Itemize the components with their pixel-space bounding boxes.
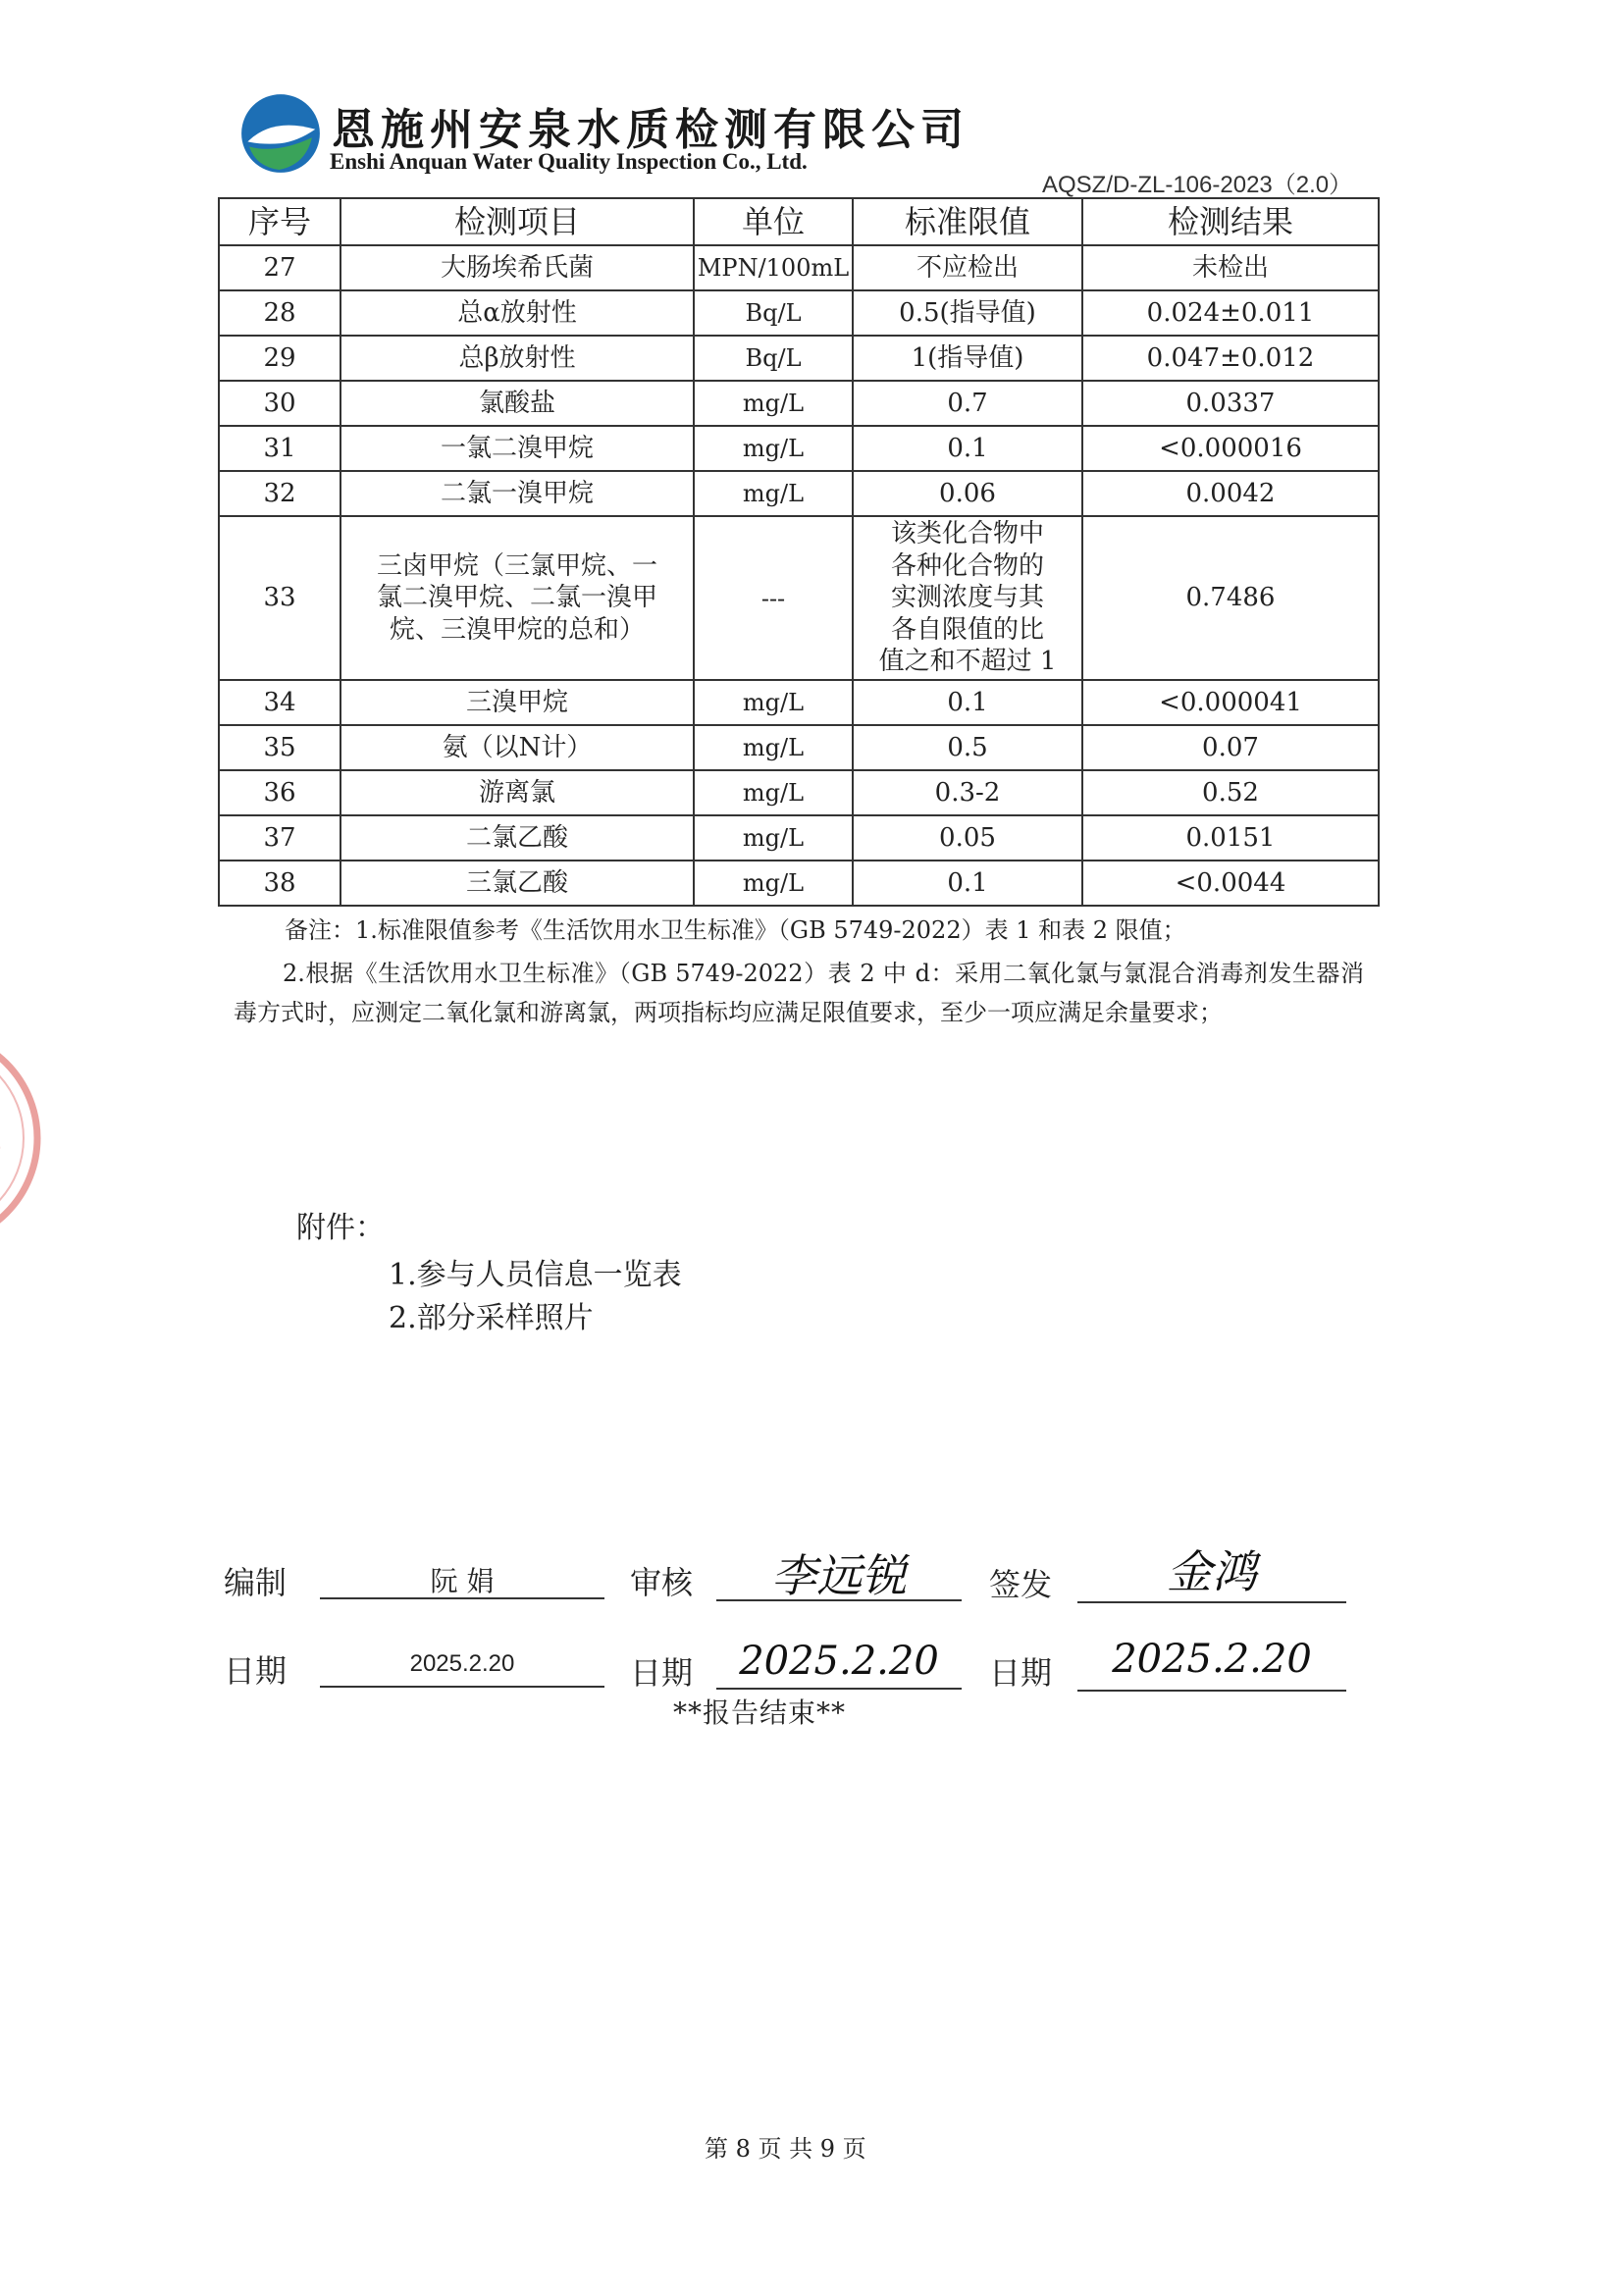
compile-name: 阮 娟 bbox=[430, 1565, 495, 1597]
cell-unit: Bq/L bbox=[694, 336, 853, 381]
table-row bbox=[219, 815, 1379, 861]
cell-limit: 0.06 bbox=[853, 471, 1082, 516]
cell-limit: 0.3-2 bbox=[853, 770, 1082, 815]
cell-item: 二氯乙酸 bbox=[340, 815, 694, 861]
cell-unit: Bq/L bbox=[694, 290, 853, 336]
page-number: 第 8 页 共 9 页 bbox=[705, 2135, 866, 2163]
issue-signature: 金鸿 bbox=[1167, 1545, 1257, 1598]
company-logo-icon bbox=[239, 92, 322, 175]
table-row bbox=[219, 426, 1379, 471]
review-date-line bbox=[716, 1688, 962, 1690]
cell-result: 0.0337 bbox=[1082, 381, 1379, 426]
cell-unit: mg/L bbox=[694, 426, 853, 471]
attachment-item: 1.参与人员信息一览表 bbox=[389, 1258, 682, 1292]
issue-date: 2025.2.20 bbox=[1112, 1637, 1312, 1682]
note-2: 2.根据《生活饮用水卫生标准》（GB 5749-2022）表 2 中 d：采用二氧化氯与氯混合消毒剂发生器消毒方式时，应测定二氧化氯和游离氯，两项指标均应满足限值要求，至少一项应满足余量要求； bbox=[234, 960, 1364, 1026]
cell-limit: 0.1 bbox=[853, 680, 1082, 725]
cell-item: 氯酸盐 bbox=[340, 381, 694, 426]
cell-item: 总α放射性 bbox=[340, 290, 694, 336]
note-1: 备注：1.标准限值参考《生活饮用水卫生标准》（GB 5749-2022）表 1 和表 2 限值； bbox=[285, 916, 1186, 944]
cell-result: 0.024±0.011 bbox=[1082, 290, 1379, 336]
cell-limit: 不应检出 bbox=[853, 245, 1082, 290]
table-row bbox=[219, 290, 1379, 336]
cell-item: 大肠埃希氏菌 bbox=[340, 245, 694, 290]
cell-no: 32 bbox=[219, 471, 340, 516]
header-limit: 标准限值 bbox=[853, 198, 1082, 245]
issue-date-line bbox=[1077, 1690, 1346, 1692]
cell-no: 28 bbox=[219, 290, 340, 336]
review-signature: 李远锐 bbox=[771, 1549, 907, 1602]
cell-limit: 该类化合物中 各种化合物的 实测浓度与其 各自限值的比 值之和不超过 1 bbox=[853, 516, 1082, 680]
company-name-cn: 恩施州安泉水质检测有限公司 bbox=[332, 105, 969, 155]
cell-item: 总β放射性 bbox=[340, 336, 694, 381]
cell-item: 三溴甲烷 bbox=[340, 680, 694, 725]
seal-stamp-icon bbox=[0, 991, 49, 1285]
cell-item: 三氯乙酸 bbox=[340, 861, 694, 906]
cell-no: 34 bbox=[219, 680, 340, 725]
cell-result: 0.0151 bbox=[1082, 815, 1379, 861]
table-row bbox=[219, 471, 1379, 516]
company-name-en: Enshi Anquan Water Quality Inspection Co., Ltd. bbox=[330, 149, 808, 174]
cell-no: 35 bbox=[219, 725, 340, 770]
cell-result: <0.000016 bbox=[1082, 426, 1379, 471]
cell-item: 氨（以N计） bbox=[340, 725, 694, 770]
cell-unit: mg/L bbox=[694, 471, 853, 516]
header-no: 序号 bbox=[219, 198, 340, 245]
cell-result: <0.0044 bbox=[1082, 861, 1379, 906]
cell-unit: --- bbox=[694, 516, 853, 680]
cell-unit: mg/L bbox=[694, 725, 853, 770]
cell-item: 游离氯 bbox=[340, 770, 694, 815]
cell-unit: MPN/100mL bbox=[694, 245, 853, 290]
cell-unit: mg/L bbox=[694, 861, 853, 906]
cell-limit: 0.1 bbox=[853, 426, 1082, 471]
cell-unit: mg/L bbox=[694, 770, 853, 815]
results-table bbox=[218, 197, 1380, 907]
attachment-item: 2.部分采样照片 bbox=[389, 1301, 594, 1335]
table-row bbox=[219, 245, 1379, 290]
cell-item: 一氯二溴甲烷 bbox=[340, 426, 694, 471]
cell-item: 三卤甲烷（三氯甲烷、一 氯二溴甲烷、二氯一溴甲 烷、三溴甲烷的总和） bbox=[340, 516, 694, 680]
cell-no: 29 bbox=[219, 336, 340, 381]
report-end-text: **报告结束** bbox=[673, 1696, 847, 1729]
cell-no: 30 bbox=[219, 381, 340, 426]
compile-date: 2025.2.20 bbox=[409, 1650, 515, 1677]
attachments-title: 附件： bbox=[296, 1211, 385, 1245]
cell-no: 33 bbox=[219, 516, 340, 680]
cell-limit: 0.05 bbox=[853, 815, 1082, 861]
cell-result: <0.000041 bbox=[1082, 680, 1379, 725]
table-row bbox=[219, 336, 1379, 381]
cell-limit: 1(指导值) bbox=[853, 336, 1082, 381]
cell-result: 0.047±0.012 bbox=[1082, 336, 1379, 381]
header-result: 检测结果 bbox=[1082, 198, 1379, 245]
cell-limit: 0.1 bbox=[853, 861, 1082, 906]
table-header-row bbox=[219, 198, 1379, 245]
cell-result: 0.52 bbox=[1082, 770, 1379, 815]
cell-result: 0.07 bbox=[1082, 725, 1379, 770]
cell-no: 38 bbox=[219, 861, 340, 906]
cell-result: 0.0042 bbox=[1082, 471, 1379, 516]
document-code: AQSZ/D-ZL-106-2023（2.0） bbox=[1042, 172, 1353, 198]
review-label: 审核 bbox=[630, 1565, 694, 1600]
cell-result: 未检出 bbox=[1082, 245, 1379, 290]
issue-line bbox=[1077, 1601, 1346, 1603]
compile-date-line bbox=[320, 1686, 604, 1688]
table-row bbox=[219, 770, 1379, 815]
cell-unit: mg/L bbox=[694, 680, 853, 725]
header-item: 检测项目 bbox=[340, 198, 694, 245]
date-label: 日期 bbox=[989, 1655, 1053, 1691]
cell-unit: mg/L bbox=[694, 815, 853, 861]
cell-limit: 0.7 bbox=[853, 381, 1082, 426]
cell-limit: 0.5 bbox=[853, 725, 1082, 770]
compile-label: 编制 bbox=[224, 1565, 288, 1600]
table-row bbox=[219, 861, 1379, 906]
review-date: 2025.2.20 bbox=[739, 1639, 939, 1684]
table-row bbox=[219, 381, 1379, 426]
cell-unit: mg/L bbox=[694, 381, 853, 426]
cell-limit: 0.5(指导值) bbox=[853, 290, 1082, 336]
cell-result: 0.7486 bbox=[1082, 516, 1379, 680]
issue-label: 签发 bbox=[989, 1567, 1053, 1602]
date-label: 日期 bbox=[630, 1655, 694, 1691]
table-row bbox=[219, 725, 1379, 770]
table-row bbox=[219, 680, 1379, 725]
date-label: 日期 bbox=[224, 1653, 288, 1689]
cell-no: 37 bbox=[219, 815, 340, 861]
cell-no: 36 bbox=[219, 770, 340, 815]
cell-no: 27 bbox=[219, 245, 340, 290]
table-row bbox=[219, 516, 1379, 680]
header-unit: 单位 bbox=[694, 198, 853, 245]
cell-item: 二氯一溴甲烷 bbox=[340, 471, 694, 516]
cell-no: 31 bbox=[219, 426, 340, 471]
